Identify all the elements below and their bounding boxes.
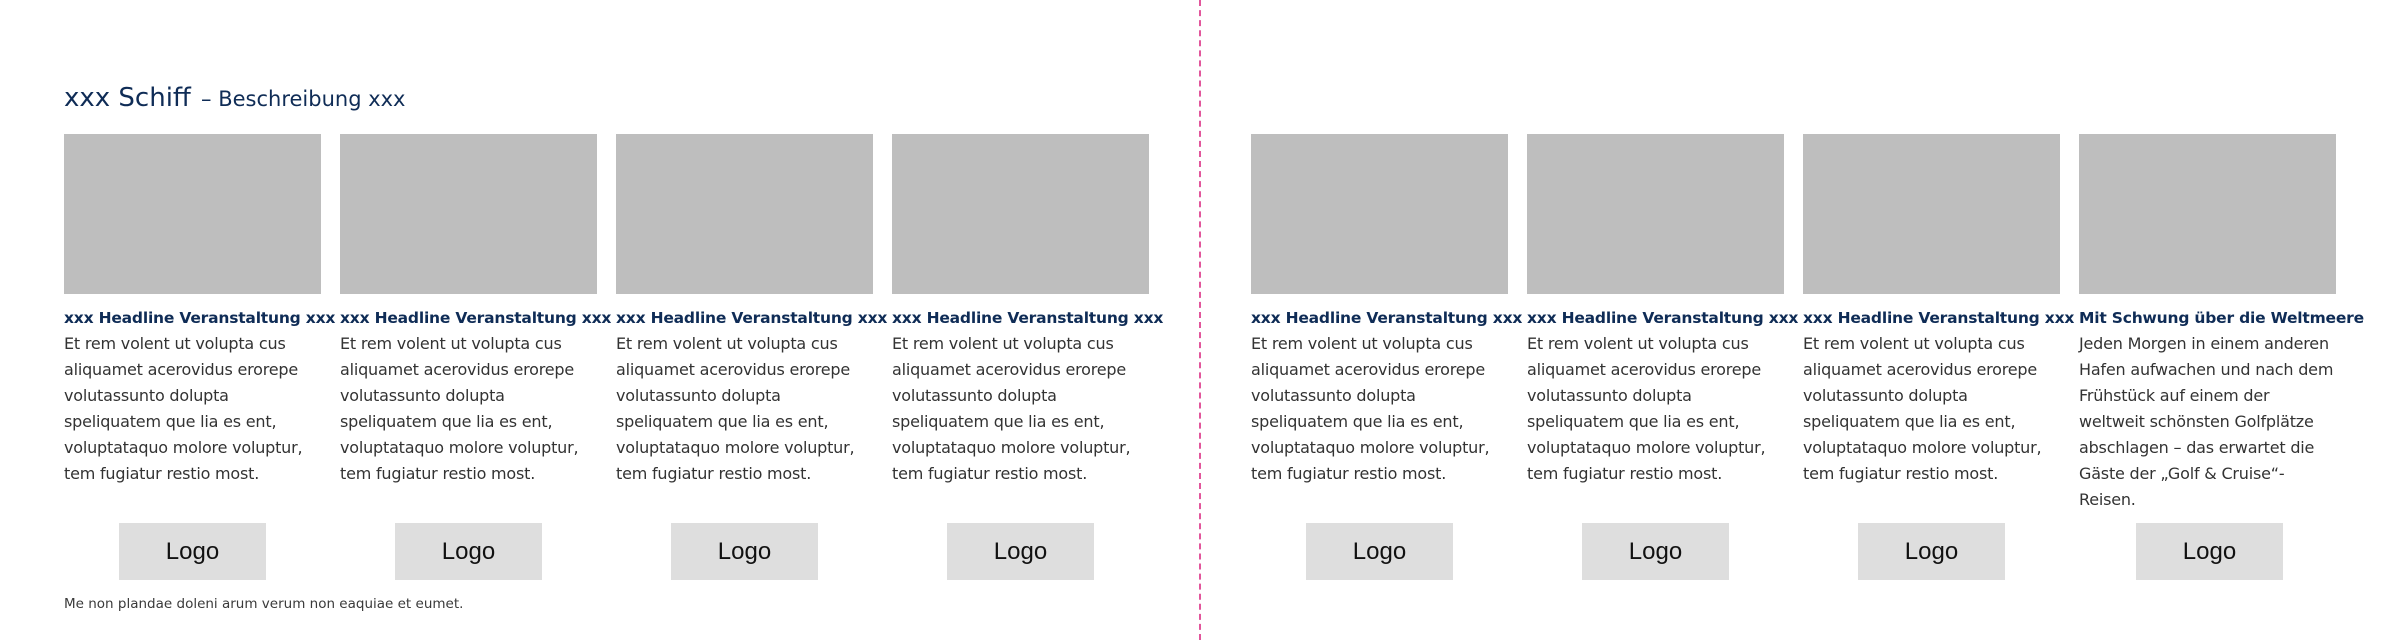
card-headline: xxx Headline Veranstaltung xxx: [1803, 309, 2075, 327]
card-headline: xxx Headline Veranstaltung xxx: [1527, 309, 1799, 327]
card-text: Et rem volent ut volupta cus aliquamet acerovidus erorepe volutassunto dolupta speliquatem que lia es ent, voluptataquo molore voluptur, tem fugiatur restio most.: [1527, 334, 1766, 483]
event-card: [64, 134, 336, 487]
logo-placeholder[interactable]: Logo: [1582, 523, 1729, 580]
card-headline: xxx Headline Veranstaltung xxx: [616, 309, 888, 327]
image-placeholder: [340, 134, 597, 294]
event-card: [2079, 134, 2364, 513]
logo-placeholder[interactable]: Logo: [2136, 523, 2283, 580]
image-placeholder: [1251, 134, 1508, 294]
card-text: Et rem volent ut volupta cus aliquamet acerovidus erorepe volutassunto dolupta speliquatem que lia es ent, voluptataquo molore voluptur, tem fugiatur restio most.: [892, 334, 1131, 483]
card-text: Et rem volent ut volupta cus aliquamet acerovidus erorepe volutassunto dolupta speliquatem que lia es ent, voluptataquo molore voluptur, tem fugiatur restio most.: [1803, 334, 2042, 483]
logo-placeholder[interactable]: Logo: [947, 523, 1094, 580]
logo-placeholder[interactable]: Logo: [1858, 523, 2005, 580]
event-card: [340, 134, 612, 487]
logo-placeholder[interactable]: Logo: [119, 523, 266, 580]
title-subtitle: – Beschreibung xxx: [201, 87, 406, 111]
card-text: Et rem volent ut volupta cus aliquamet acerovidus erorepe volutassunto dolupta speliquatem que lia es ent, voluptataquo molore voluptur, tem fugiatur restio most.: [616, 334, 855, 483]
card-text: Jeden Morgen in einem anderen Hafen aufwachen und nach dem Frühstück auf einem der weltweit schönsten Golfplätze abschlagen – das erwartet die Gäste der „Golf & Cruise“-Reisen.: [2079, 334, 2334, 509]
card-headline: xxx Headline Veranstaltung xxx: [64, 309, 336, 327]
card-headline: xxx Headline Veranstaltung xxx: [892, 309, 1164, 327]
image-placeholder: [1803, 134, 2060, 294]
fold-divider: [1199, 0, 1201, 640]
card-text: Et rem volent ut volupta cus aliquamet acerovidus erorepe volutassunto dolupta speliquatem que lia es ent, voluptataquo molore voluptur, tem fugiatur restio most.: [64, 334, 303, 483]
image-placeholder: [64, 134, 321, 294]
logo-placeholder[interactable]: Logo: [1306, 523, 1453, 580]
card-headline: Mit Schwung über die Weltmeere: [2079, 309, 2364, 327]
event-card: [1527, 134, 1799, 487]
event-card: [1251, 134, 1523, 487]
image-placeholder: [2079, 134, 2336, 294]
event-card: [892, 134, 1164, 487]
card-text: Et rem volent ut volupta cus aliquamet acerovidus erorepe volutassunto dolupta speliquatem que lia es ent, voluptataquo molore voluptur, tem fugiatur restio most.: [1251, 334, 1490, 483]
card-headline: xxx Headline Veranstaltung xxx: [340, 309, 612, 327]
image-placeholder: [892, 134, 1149, 294]
card-text: Et rem volent ut volupta cus aliquamet acerovidus erorepe volutassunto dolupta speliquatem que lia es ent, voluptataquo molore voluptur, tem fugiatur restio most.: [340, 334, 579, 483]
logo-placeholder[interactable]: Logo: [671, 523, 818, 580]
title-main: xxx Schiff: [64, 83, 191, 113]
event-card: [616, 134, 888, 487]
footnote: Me non plandae doleni arum verum non eaquiae et eumet.: [64, 596, 464, 612]
event-card: [1803, 134, 2075, 487]
card-headline: xxx Headline Veranstaltung xxx: [1251, 309, 1523, 327]
image-placeholder: [616, 134, 873, 294]
logo-placeholder[interactable]: Logo: [395, 523, 542, 580]
page-title: [64, 76, 405, 114]
image-placeholder: [1527, 134, 1784, 294]
